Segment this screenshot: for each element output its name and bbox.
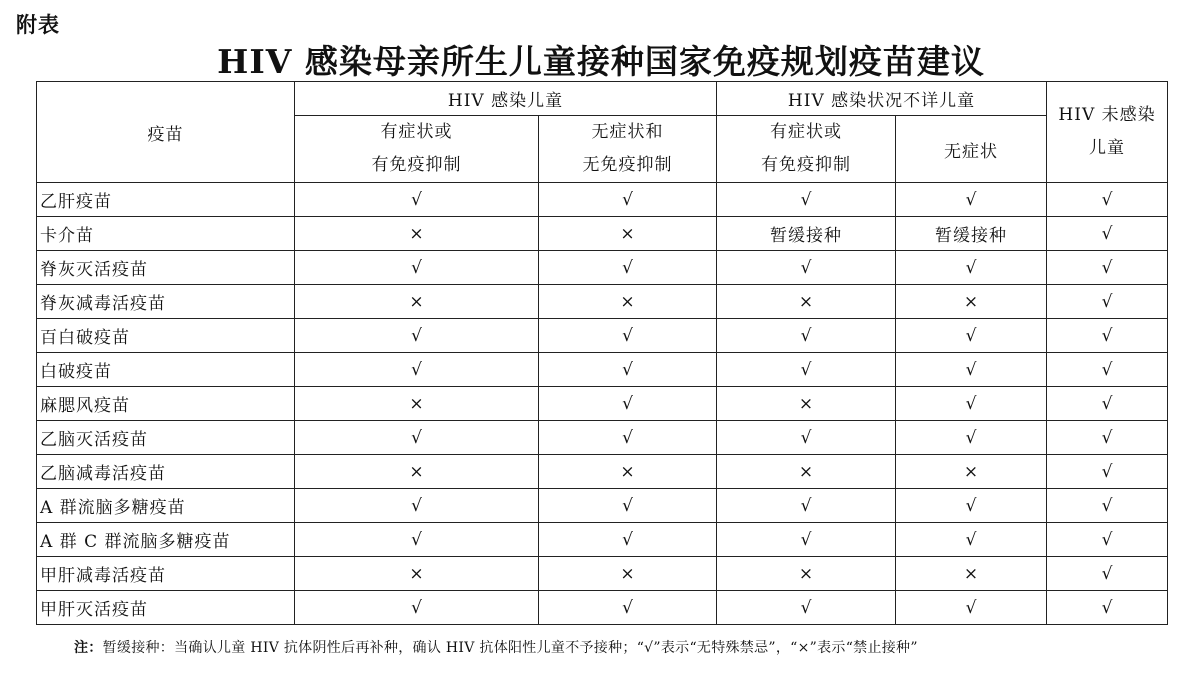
table-row bbox=[37, 557, 1168, 591]
recommendation-cell: √ bbox=[295, 251, 539, 285]
recommendation-cell: × bbox=[295, 557, 539, 591]
recommendation-cell: √ bbox=[896, 489, 1047, 523]
vaccine-name-cell: 甲肝减毒活疫苗 bbox=[37, 557, 295, 591]
table-row bbox=[37, 353, 1168, 387]
recommendation-cell: √ bbox=[896, 387, 1047, 421]
recommendation-cell: 暂缓接种 bbox=[896, 217, 1047, 251]
recommendation-cell: √ bbox=[539, 421, 717, 455]
footnote-head: 注： bbox=[74, 640, 103, 656]
footnote bbox=[74, 637, 918, 657]
recommendation-cell: √ bbox=[539, 523, 717, 557]
recommendation-cell: √ bbox=[1047, 285, 1168, 319]
recommendation-cell: √ bbox=[539, 251, 717, 285]
recommendation-cell: √ bbox=[1047, 523, 1168, 557]
recommendation-cell: × bbox=[539, 285, 717, 319]
recommendation-cell: √ bbox=[539, 319, 717, 353]
recommendation-cell: × bbox=[717, 455, 896, 489]
header-unknown-asymptomatic: 无症状 bbox=[896, 116, 1047, 183]
vaccine-name-cell: 百白破疫苗 bbox=[37, 319, 295, 353]
recommendation-cell: √ bbox=[295, 421, 539, 455]
page-label: 附表 bbox=[16, 13, 60, 37]
recommendation-cell: √ bbox=[539, 489, 717, 523]
recommendation-cell: √ bbox=[1047, 591, 1168, 625]
vaccine-name-cell: 脊灰减毒活疫苗 bbox=[37, 285, 295, 319]
vaccine-name-cell: A 群 C 群流脑多糖疫苗 bbox=[37, 523, 295, 557]
table-body bbox=[37, 183, 1168, 625]
recommendation-cell: √ bbox=[1047, 387, 1168, 421]
recommendation-cell: √ bbox=[295, 489, 539, 523]
recommendation-cell: √ bbox=[717, 183, 896, 217]
recommendation-cell: √ bbox=[896, 523, 1047, 557]
recommendation-cell: √ bbox=[1047, 217, 1168, 251]
recommendation-cell: × bbox=[295, 455, 539, 489]
recommendation-cell: × bbox=[717, 285, 896, 319]
recommendation-cell: × bbox=[717, 387, 896, 421]
recommendation-cell: √ bbox=[1047, 319, 1168, 353]
vaccine-name-cell: A 群流脑多糖疫苗 bbox=[37, 489, 295, 523]
recommendation-cell: × bbox=[295, 217, 539, 251]
recommendation-cell: √ bbox=[1047, 489, 1168, 523]
recommendation-cell: √ bbox=[539, 353, 717, 387]
recommendation-cell: √ bbox=[896, 353, 1047, 387]
recommendation-cell: √ bbox=[896, 251, 1047, 285]
vaccine-table bbox=[36, 81, 1168, 625]
recommendation-cell: × bbox=[295, 387, 539, 421]
vaccine-name-cell: 白破疫苗 bbox=[37, 353, 295, 387]
header-uninfected: HIV 未感染 儿童 bbox=[1047, 82, 1168, 183]
header-infected-asymptomatic: 无症状和 无免疫抑制 bbox=[539, 116, 717, 183]
recommendation-cell: × bbox=[539, 557, 717, 591]
table-row bbox=[37, 285, 1168, 319]
vaccine-name-cell: 卡介苗 bbox=[37, 217, 295, 251]
page-title: HIV 感染母亲所生儿童接种国家免疫规划疫苗建议 bbox=[217, 42, 985, 81]
recommendation-cell: √ bbox=[717, 591, 896, 625]
table-row bbox=[37, 421, 1168, 455]
recommendation-cell: √ bbox=[1047, 557, 1168, 591]
recommendation-cell: × bbox=[896, 557, 1047, 591]
vaccine-name-cell: 乙脑减毒活疫苗 bbox=[37, 455, 295, 489]
recommendation-cell: × bbox=[539, 455, 717, 489]
table-header bbox=[37, 82, 1168, 183]
recommendation-cell: √ bbox=[295, 591, 539, 625]
table-row bbox=[37, 455, 1168, 489]
vaccine-name-cell: 脊灰灭活疫苗 bbox=[37, 251, 295, 285]
table-row bbox=[37, 489, 1168, 523]
recommendation-cell: √ bbox=[896, 591, 1047, 625]
recommendation-cell: × bbox=[295, 285, 539, 319]
recommendation-cell: √ bbox=[896, 183, 1047, 217]
recommendation-cell: √ bbox=[717, 319, 896, 353]
recommendation-cell: √ bbox=[539, 387, 717, 421]
vaccine-name-cell: 乙肝疫苗 bbox=[37, 183, 295, 217]
table-row bbox=[37, 217, 1168, 251]
recommendation-cell: √ bbox=[539, 591, 717, 625]
recommendation-cell: √ bbox=[717, 421, 896, 455]
recommendation-cell: √ bbox=[295, 523, 539, 557]
recommendation-cell: √ bbox=[717, 353, 896, 387]
recommendation-cell: √ bbox=[295, 353, 539, 387]
recommendation-cell: √ bbox=[1047, 183, 1168, 217]
recommendation-cell: √ bbox=[896, 421, 1047, 455]
recommendation-cell: √ bbox=[295, 319, 539, 353]
recommendation-cell: × bbox=[896, 455, 1047, 489]
recommendation-cell: √ bbox=[1047, 353, 1168, 387]
header-unknown-symptomatic: 有症状或 有免疫抑制 bbox=[717, 116, 896, 183]
recommendation-cell: 暂缓接种 bbox=[717, 217, 896, 251]
table-row bbox=[37, 319, 1168, 353]
recommendation-cell: √ bbox=[717, 489, 896, 523]
recommendation-cell: √ bbox=[896, 319, 1047, 353]
recommendation-cell: × bbox=[896, 285, 1047, 319]
vaccine-name-cell: 乙脑灭活疫苗 bbox=[37, 421, 295, 455]
table-row bbox=[37, 523, 1168, 557]
recommendation-cell: √ bbox=[717, 523, 896, 557]
vaccine-name-cell: 麻腮风疫苗 bbox=[37, 387, 295, 421]
table-row bbox=[37, 591, 1168, 625]
header-vaccine: 疫苗 bbox=[37, 82, 295, 183]
header-group-infected: HIV 感染儿童 bbox=[295, 82, 717, 116]
vaccine-name-cell: 甲肝灭活疫苗 bbox=[37, 591, 295, 625]
header-group-unknown: HIV 感染状况不详儿童 bbox=[717, 82, 1047, 116]
recommendation-cell: √ bbox=[717, 251, 896, 285]
table-row bbox=[37, 183, 1168, 217]
footnote-text: 暂缓接种：当确认儿童 HIV 抗体阴性后再补种，确认 HIV 抗体阳性儿童不予接种；“√”表示“无特殊禁忌”，“×”表示“禁止接种” bbox=[102, 640, 918, 656]
recommendation-cell: × bbox=[717, 557, 896, 591]
recommendation-cell: × bbox=[539, 217, 717, 251]
recommendation-cell: √ bbox=[1047, 421, 1168, 455]
recommendation-cell: √ bbox=[295, 183, 539, 217]
recommendation-cell: √ bbox=[1047, 251, 1168, 285]
header-infected-symptomatic: 有症状或 有免疫抑制 bbox=[295, 116, 539, 183]
recommendation-cell: √ bbox=[539, 183, 717, 217]
table-row bbox=[37, 387, 1168, 421]
recommendation-cell: √ bbox=[1047, 455, 1168, 489]
table-row bbox=[37, 251, 1168, 285]
